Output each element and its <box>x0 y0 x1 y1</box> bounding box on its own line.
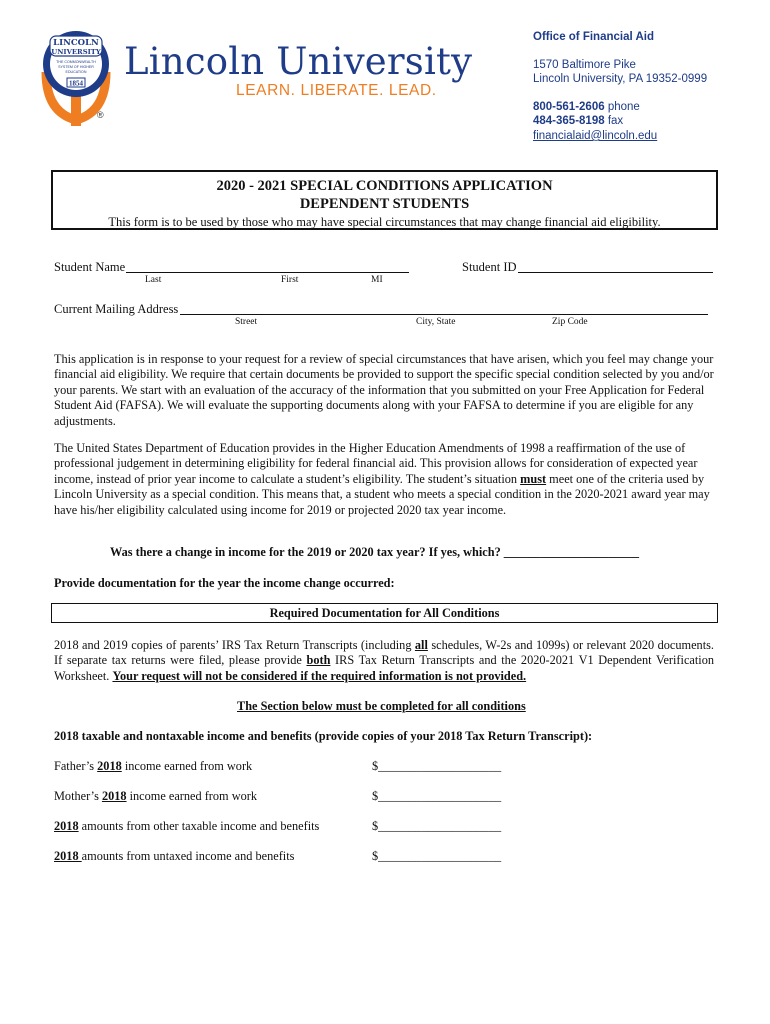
phone-label: phone <box>607 100 640 113</box>
seal-text-2: SYSTEM OF HIGHER <box>58 65 94 69</box>
intro-paragraph-2: The United States Department of Education provides in the Higher Education Amendments of 1998 a reaffirmation of the use of professional judgement in determining eligibility for federal financial aid. This provision allows for consideration of expected year income, instead of prior year income to calculate a student’s eligibility. The student’s situation must meet one of the criteria used by Lincoln University as a special condition. This means that, a student who meets a special condition in the 2020-2021 award year may have his/her eligibility calculated using income for 2019 or projected 2020 tax year income. <box>54 441 710 517</box>
office-title: Office of Financial Aid <box>533 31 654 43</box>
registered-mark: ® <box>97 110 104 120</box>
fax-number: 484-365-8198 <box>533 115 605 128</box>
required-warning: Your request will not be considered if the required information is not provided. <box>112 668 527 683</box>
form-subtitle-heading: DEPENDENT STUDENTS <box>299 196 470 212</box>
mailing-address-field[interactable] <box>180 314 708 315</box>
both-emphasis: both <box>306 653 331 668</box>
student-name-label: Student Name <box>54 260 126 274</box>
email-link[interactable]: financialaid@lincoln.edu <box>533 129 658 142</box>
must-emphasis: must <box>520 471 547 486</box>
taxable-income-field[interactable]: $____________________ <box>372 819 502 833</box>
income-change-question[interactable]: Was there a change in income for the 2019 or 2020 tax year? If yes, which? ______________________ <box>110 545 640 559</box>
documentation-instruction: Provide documentation for the year the income change occurred: <box>54 576 395 590</box>
untaxed-income-field[interactable]: $____________________ <box>372 849 502 863</box>
mother-income-label: Mother’s 2018 income earned from work <box>54 789 257 803</box>
taxable-income-label: 2018 amounts from other taxable income and benefits <box>54 819 320 833</box>
street-label: Street <box>235 317 258 327</box>
mailing-address-label: Current Mailing Address <box>54 302 179 316</box>
father-income-field[interactable]: $____________________ <box>372 759 502 773</box>
university-tagline: LEARN. LIBERATE. LEAD. <box>236 82 437 99</box>
seal-year: 1854 <box>69 79 83 88</box>
all-emphasis: all <box>414 638 428 652</box>
father-income-label: Father’s 2018 income earned from work <box>54 759 253 773</box>
form-description: This form is to be used by those who may have special circumstances that may change financial aid eligibility. <box>108 215 661 229</box>
student-id-field[interactable] <box>518 272 713 273</box>
untaxed-income-label: 2018 amounts from untaxed income and benefits <box>54 849 295 863</box>
office-address-1: 1570 Baltimore Pike <box>533 58 636 71</box>
intro-paragraph-1: This application is in response to your request for a review of special circumstances that have arisen, which you feel may change your financial aid eligibility. We require that certain documents be provided to support the specific special condition selected by you and/or your parents. We start with an evaluation of the accuracy of the information that you submitted on your Free Application for Federal Student Aid (FAFSA). We will evaluate the supporting documents along with your FAFSA to determine if you are eligible for any adjustments. <box>54 352 714 428</box>
city-state-label: City, State <box>416 317 456 327</box>
first-label: First <box>281 275 299 285</box>
zip-label: Zip Code <box>552 317 588 327</box>
student-name-field[interactable] <box>126 272 409 273</box>
seal-text-3: EDUCATION <box>65 70 87 74</box>
title-box <box>51 170 718 230</box>
income-heading: 2018 taxable and nontaxable income and benefits (provide copies of your 2018 Tax Return Transcript): <box>54 729 593 743</box>
office-address-2: Lincoln University, PA 19352-0999 <box>533 73 708 86</box>
seal-text-lincoln: LINCOLN <box>53 38 99 48</box>
required-docs-header: Required Documentation for All Conditions <box>51 603 718 623</box>
seal-text-1: THE COMMONWEALTH <box>56 60 96 64</box>
mother-income-field[interactable]: $____________________ <box>372 789 502 803</box>
seal-text-university: UNIVERSITY <box>51 48 101 56</box>
last-label: Last <box>145 275 162 285</box>
required-docs-paragraph: 2018 and 2019 copies of parents’ IRS Tax Return Transcripts (including all schedules, W-2s and 1099s) or relevant 2020 documents. If separate tax returns were filed, please provide both IRS Tax Return Transcripts and the 2020-2021 V1 Dependent Verification Worksheet. Your request will not be considered if the required information is not provided. <box>54 638 714 683</box>
form-title: 2020 - 2021 SPECIAL CONDITIONS APPLICATION <box>216 178 553 194</box>
university-name: Lincoln University <box>124 40 473 83</box>
office-contact <box>533 30 707 144</box>
section-heading: The Section below must be completed for all conditions <box>237 699 526 713</box>
phone-number: 800-561-2606 <box>533 100 605 113</box>
fax-label: fax <box>607 115 624 128</box>
student-id-label: Student ID <box>462 260 517 274</box>
mi-label: MI <box>371 275 383 285</box>
